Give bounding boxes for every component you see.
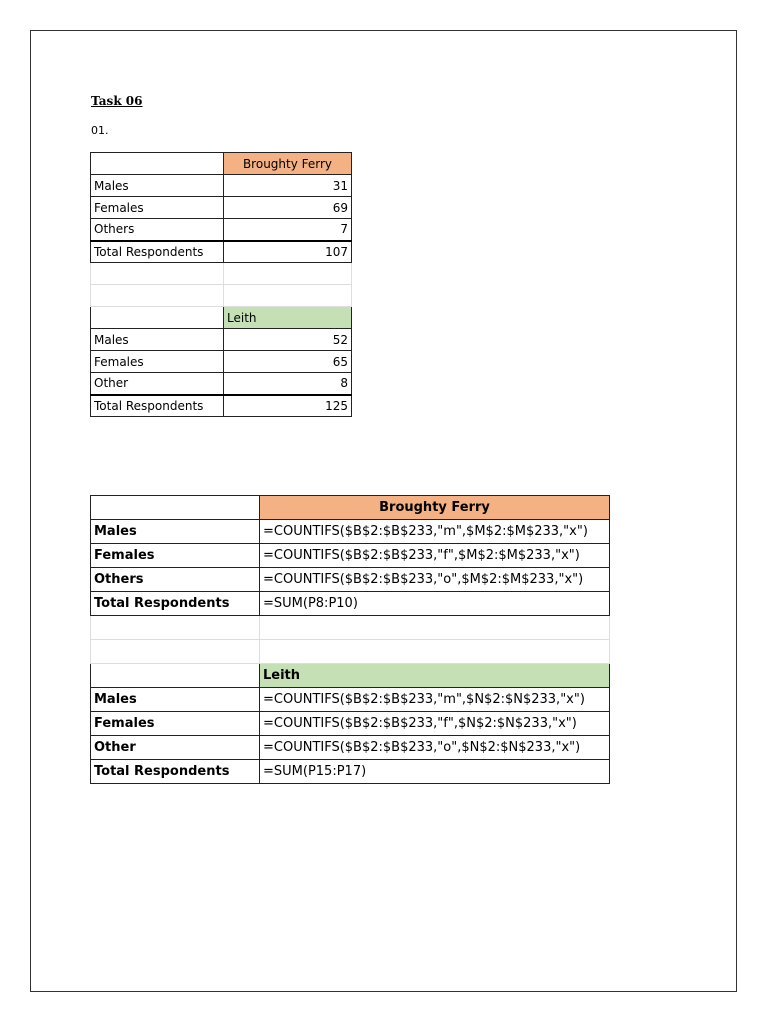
row-label: Others xyxy=(91,568,260,592)
row-value: 52 xyxy=(224,329,352,351)
table-row xyxy=(91,760,610,784)
broughty-ferry-header: Broughty Ferry xyxy=(260,496,610,520)
row-label: Females xyxy=(91,712,260,736)
task-heading: Task 06 xyxy=(91,94,143,108)
row-label: Other xyxy=(91,373,224,395)
row-formula: =COUNTIFS($B$2:$B$233,"o",$N$2:$N$233,"x") xyxy=(260,736,610,760)
table-row xyxy=(91,568,610,592)
row-label: Females xyxy=(91,351,224,373)
row-label: Females xyxy=(91,197,224,219)
row-value: 107 xyxy=(224,241,352,263)
table-header-row xyxy=(91,307,352,329)
table-header-row xyxy=(91,153,352,175)
table-corner-cell xyxy=(91,153,224,175)
row-label: Total Respondents xyxy=(91,592,260,616)
formula-table xyxy=(90,495,610,784)
table-row xyxy=(91,241,352,263)
table-row xyxy=(91,688,610,712)
row-formula: =COUNTIFS($B$2:$B$233,"o",$M$2:$M$233,"x") xyxy=(260,568,610,592)
row-formula: =COUNTIFS($B$2:$B$233,"m",$M$2:$M$233,"x") xyxy=(260,520,610,544)
broughty-ferry-count-table xyxy=(90,152,352,417)
row-formula: =COUNTIFS($B$2:$B$233,"m",$N$2:$N$233,"x") xyxy=(260,688,610,712)
table-header-row xyxy=(91,496,610,520)
row-label: Total Respondents xyxy=(91,241,224,263)
table-corner-cell xyxy=(91,307,224,329)
table-row xyxy=(91,395,352,417)
row-value: 125 xyxy=(224,395,352,417)
row-label: Males xyxy=(91,175,224,197)
row-formula: =COUNTIFS($B$2:$B$233,"f",$N$2:$N$233,"x") xyxy=(260,712,610,736)
broughty-ferry-header: Broughty Ferry xyxy=(224,153,352,175)
row-label: Females xyxy=(91,544,260,568)
row-label: Males xyxy=(91,688,260,712)
leith-header: Leith xyxy=(260,664,610,688)
table-row xyxy=(91,520,610,544)
table-row xyxy=(91,736,610,760)
blank-row xyxy=(91,640,610,664)
table-corner-cell xyxy=(91,496,260,520)
leith-header: Leith xyxy=(224,307,352,329)
row-label: Males xyxy=(91,520,260,544)
row-formula: =SUM(P8:P10) xyxy=(260,592,610,616)
table-corner-cell xyxy=(91,664,260,688)
table-header-row xyxy=(91,664,610,688)
row-value: 31 xyxy=(224,175,352,197)
blank-row xyxy=(91,616,610,640)
table-row xyxy=(91,175,352,197)
blank-row xyxy=(91,263,352,285)
row-label: Total Respondents xyxy=(91,760,260,784)
row-label: Others xyxy=(91,219,224,241)
row-label: Total Respondents xyxy=(91,395,224,417)
row-formula: =SUM(P15:P17) xyxy=(260,760,610,784)
table-row xyxy=(91,544,610,568)
row-label: Males xyxy=(91,329,224,351)
table-row xyxy=(91,197,352,219)
table-row xyxy=(91,351,352,373)
table-row xyxy=(91,219,352,241)
row-value: 65 xyxy=(224,351,352,373)
row-label: Other xyxy=(91,736,260,760)
row-value: 8 xyxy=(224,373,352,395)
blank-row xyxy=(91,285,352,307)
row-formula: =COUNTIFS($B$2:$B$233,"f",$M$2:$M$233,"x") xyxy=(260,544,610,568)
row-value: 69 xyxy=(224,197,352,219)
question-number: 01. xyxy=(91,124,109,137)
table-row xyxy=(91,712,610,736)
table-row xyxy=(91,373,352,395)
table-row xyxy=(91,592,610,616)
table-row xyxy=(91,329,352,351)
row-value: 7 xyxy=(224,219,352,241)
